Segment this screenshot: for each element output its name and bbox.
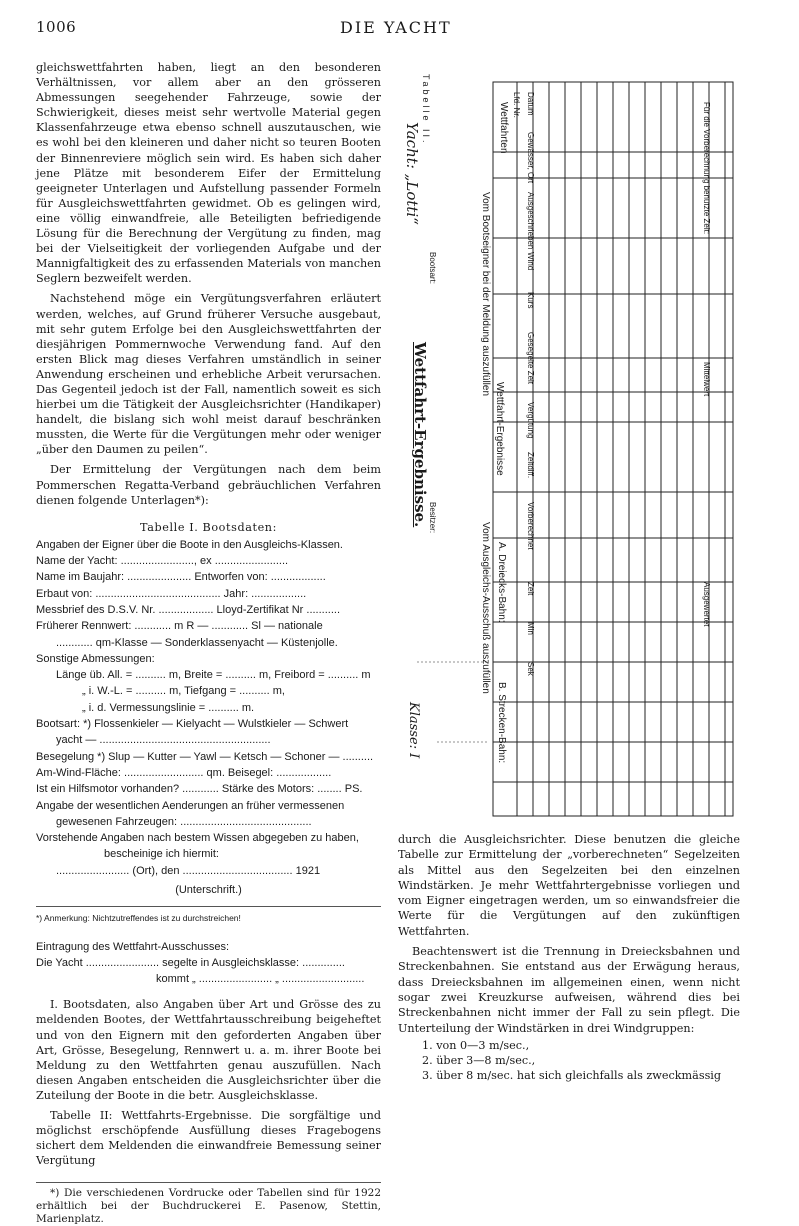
form-line: Vorstehende Angaben nach bestem Wissen abgegeben zu haben, [36, 832, 359, 845]
form-line: Name der Yacht: ........................, ex ........................ [36, 555, 289, 568]
column-header: Gewässer, Ort [526, 132, 535, 184]
intro-paragraph-2: Nachstehend möge ein Vergütungsverfahren erläutert werden, welches, auf Grund früherer Versuche ausgebaut, mit sehr gutem Erfolge bei den Ausgleichswettfahrten der diesjährigen Pommernwoche Verwendung fand. Auf den ersten Blick mag dieses Verfahren umständlich in seiner Anwendung erscheinen und erhebliche Arbeit verursachen. Das Gegenteil jedoch ist der Fall, namentlich soweit es sich hierbei um die Tätigkeit der Ausgleichsrichter (Handikaper) handelt, die bislang sich wohl meist darauf beschränken mussten, die Werte für die Vergütungen mehr oder weniger „über den Daumen zu peilen“. [36, 292, 381, 457]
footer-label: Ausgewertet [702, 582, 711, 627]
wind-group-list [398, 1038, 740, 1084]
form-line: Früherer Rennwert: ............ m R — ............ Sl — nationale [36, 620, 323, 633]
section-header: Vom Ausgleichs-Ausschuß auszufüllen [480, 522, 491, 694]
form-line: Am-Wind-Fläche: .......................... qm. Beisegel: .................. [36, 766, 332, 779]
form-line: Name im Baujahr: ..................... Entworfen von: .................. [36, 571, 326, 584]
form-line: „ i. W.-L. = .......... m, Tiefgang = .......... m, [82, 685, 285, 698]
bahn-header: B. Strecken-Bahn: [496, 682, 507, 764]
section-header: Wettfahrten [498, 102, 509, 154]
table2-title: Wettfahrt-Ergebnisse. [411, 342, 429, 528]
footer-label: Mittelwert [702, 362, 711, 397]
intro-paragraph-1: gleichswettfahrten haben, liegt an den besonderen Verhältnissen, vor allem aber an den grösseren Abmessungen seegehender Fahrzeuge, sowie der Schwierigkeit, dieses meist sehr wertvolle Material gegen Klassenfahrzeuge etwa ebenso schnell auszutauschen, wie es wohl bei den kleineren und daher nicht so teuren Booten der Binnenreviere möglich sein wird. Es haben sich daher jene Plätze mit besonderem Eifer der Ermittelung geeigneter Unterlagen und Aufstellung passender Formeln für Ausgleichswettfahrten gewidmet. Ob es gelingen wird, eine völlig einwandfreie, alle Beteiligten befriedigende Lösung für die Berechnung der Vergütung zu finden, mag bei der Vielseitigkeit der vorliegenden Aufgabe und der Mannigfaltigkeit des zu erfassenden Materials von manchen Seglern bezweifelt werden. [36, 61, 381, 286]
right-paragraph-2: Beachtenswert ist die Trennung in Dreiecksbahnen und Streckenbahnen. Sie entstand aus der Erwägung heraus, dass Dreiecksbahnen im allgemeinen einen, wenn nicht sogar zwei Kreuzkurse aufweisen, während dies bei Streckenbahnen nicht immer der Fall zu sein pflegt. Die Unterteilung der Windstärken in drei Windgruppen: [398, 945, 740, 1035]
form-line: „ i. d. Vermessungslinie = .......... m. [82, 701, 255, 714]
footer-label: Für die Vorberechnung benutzte Zeit: [702, 102, 711, 235]
wind-group-item: 2. über 3—8 m/sec., [422, 1054, 536, 1068]
body-paragraph-1: I. Bootsdaten, also Angaben über Art und Grösse des zu meldenden Bootes, der Wettfahrtausschreibung beigeheftet und von den Eignern mit den geforderten Angaben über Art, Grösse, Besegelung, Rennwert u. a. m. ihrer Boote bei Meldung zu den Wettfahrten genau auszufüllen. Nach diesen Angaben entscheiden die Ausgleichsrichter über die Zuteilung der Boote in die betr. Ausgleichsklasse. [36, 998, 381, 1102]
column-header: Min [526, 622, 535, 635]
form-line: Besegelung *) Slup — Kutter — Yawl — Ketsch — Schoner — .......... [36, 750, 374, 763]
column-header: Datum [526, 92, 535, 116]
entry-title: Eintragung des Wettfahrt-Ausschusses: [36, 941, 230, 954]
intro-paragraph-3: Der Ermittelung der Vergütungen nach dem beim Pommerschen Regatta-Verband gebräuchlichen Verfahren dienen folgende Unterlagen*): [36, 463, 381, 507]
entry-line: kommt „ ........................ „ ........................... [156, 973, 365, 986]
tabelle-label: Tabelle II. [421, 74, 431, 146]
form-line: bescheinige ich hiermit: [104, 848, 219, 861]
column-header: Ausgeschrieben [526, 192, 535, 250]
left-column [36, 60, 381, 1226]
column-header: Vorberechnet [526, 502, 535, 550]
column-header: Kurs [526, 292, 535, 309]
column-header: Lfd. Nr. [512, 92, 521, 118]
column-header: Zeitdiff. [526, 452, 535, 479]
wind-group-text: 3. über 8 m/sec. [422, 1069, 514, 1083]
journal-title: DIE YACHT [340, 18, 452, 37]
column-header: Gesegelte Zeit [526, 332, 535, 385]
bahn-header: A. Dreiecks-Bahn: [496, 542, 507, 623]
klasse-label: Klasse: I [406, 702, 421, 759]
form-line: Erbaut von: ......................................... Jahr: .................. [36, 587, 307, 600]
form-line: ........................ (Ort), den .................................... 1921 [56, 864, 321, 877]
table1-footnote: *) Anmerkung: Nichtzutreffendes ist zu durchstreichen! [36, 906, 381, 926]
table2 [397, 62, 741, 822]
entry-line: Die Yacht ........................ segelte in Ausgleichsklasse: .............. [36, 957, 345, 970]
section-header: Wettfahrt-Ergebnisse [494, 382, 505, 476]
right-paragraph-1: durch die Ausgleichsrichter. Diese benutzen die gleiche Tabelle zur Ermittelung der „vorberechneten“ Segelzeiten als Mittel aus den Segelzeiten bei den einzelnen Windstärken. Je mehr Wettfahrtergebnisse vorliegen und vom Eigner eingetragen werden, um so einwandsfreier die Werte für die Vergütungen auf den zukünftigen Wettfahrten. [398, 833, 740, 938]
column-header: Sek [526, 662, 535, 676]
form-line: Messbrief des D.S.V. Nr. .................. Lloyd-Zertifikat Nr ........... [36, 604, 341, 616]
form-line: gewesenen Fahrzeugen: ........................................... [56, 815, 312, 828]
page-number: 1006 [36, 18, 77, 36]
form-line: Angaben der Eigner über die Boote in den Ausgleichs-Klassen. [36, 538, 343, 551]
form-line: Bootsart: *) Flossenkieler — Kielyacht — Wulstkieler — Schwert [36, 718, 349, 731]
wind-group-item [398, 1068, 740, 1083]
signature-label: (Unterschrift.) [175, 884, 242, 897]
column-header: Wind [526, 252, 535, 271]
footnote: *) Die verschiedenen Vordrucke oder Tabellen sind für 1922 erhältlich bei der Buchdruckerei E. Pasenow, Stettin, Marienplatz. [36, 1182, 381, 1226]
bootsart-label: Bootsart: [428, 252, 437, 285]
form-line: Sonstige Abmessungen: [36, 652, 155, 665]
table2-rotated-text [397, 62, 741, 822]
section-header: Vom Bootseigner bei der Meldung auszufüllen [480, 192, 491, 397]
yacht-label: Yacht: „Lotti“ [403, 122, 421, 225]
besitzer-label: Besitzer: [428, 502, 437, 534]
body-paragraph-2: Tabelle II: Wettfahrts-Ergebnisse. Die sorgfältige und möglichst erschöpfende Ausfüllung dieses Fragebogens sichert dem Meldenden die einwandfreie Bemessung seiner Vergütung [36, 1108, 381, 1168]
column-header: Zeit [526, 582, 535, 596]
form-line: ............ qm-Klasse — Sonderklassenyacht — Küstenjolle. [56, 636, 338, 649]
form-line: yacht — ........................................................ [56, 734, 271, 747]
form-line: Länge üb. All. = .......... m, Breite = .......... m, Freibord = .......... m [56, 669, 371, 682]
column-header: Vergütung [526, 402, 535, 439]
form-line: Ist ein Hilfsmotor vorhanden? ............ Stärke des Motors: ........ PS. [36, 783, 363, 796]
table1-title: Tabelle I. Bootsdaten: [140, 520, 277, 534]
right-column [398, 832, 740, 1084]
wind-group-tail: hat sich gleichfalls als zweckmässig [516, 1069, 722, 1083]
wind-group-item: 1. von 0—3 m/sec., [422, 1038, 530, 1052]
form-line: Angabe der wesentlichen Aenderungen an früher vermessenen [36, 799, 345, 812]
